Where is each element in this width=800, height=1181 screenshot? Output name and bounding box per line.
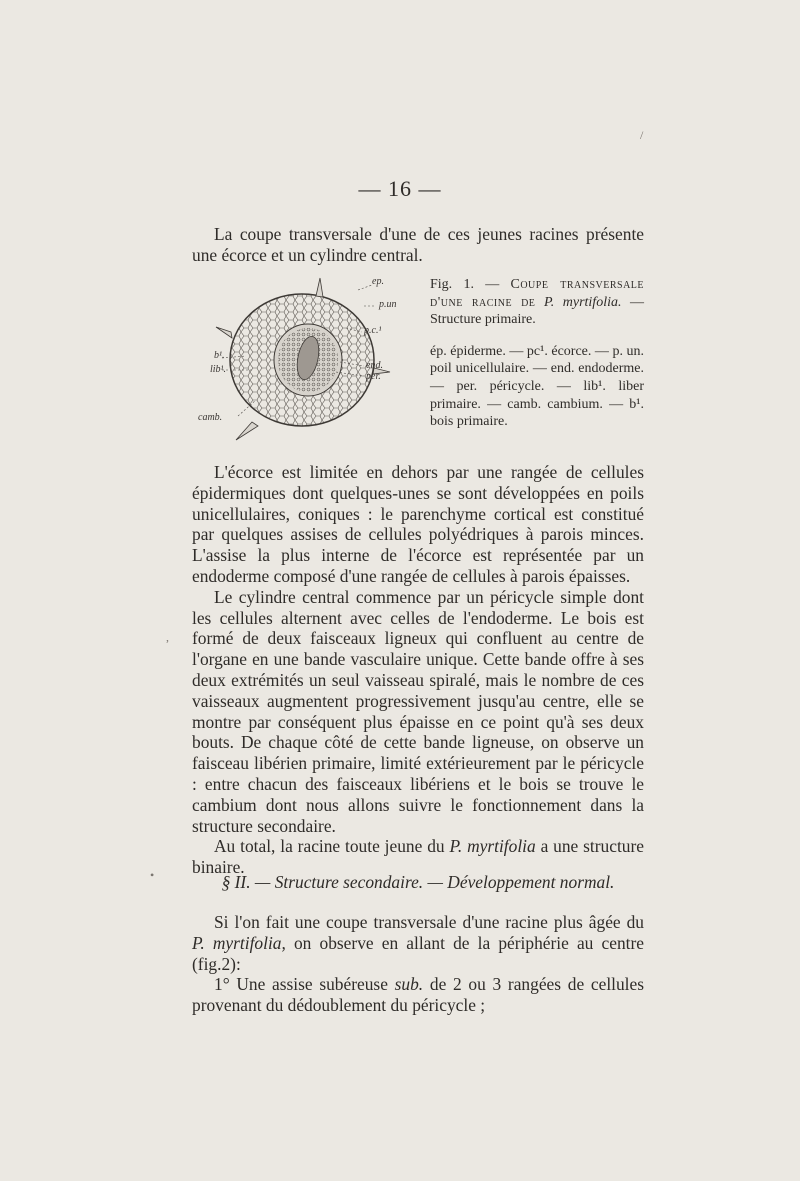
page-number: — 16 — bbox=[358, 176, 442, 201]
section-heading: § II. — Structure secondaire. — Développement normal. bbox=[221, 872, 615, 892]
conclusion-species: P. myrtifolia bbox=[449, 836, 536, 857]
label-camb: camb. bbox=[198, 412, 223, 423]
paragraph-assise bbox=[192, 974, 644, 1016]
label-end: end. bbox=[366, 360, 383, 371]
label-pc: p.c.¹ bbox=[364, 325, 382, 336]
assise-text-2: de 2 ou 3 rangées de cellules provenant du dédoublement du péricycle ; bbox=[192, 974, 644, 1016]
caption-legend: ép. épiderme. — pc¹. écorce. — p. un. poil unicellulaire. — end. endoderme. — per. péricycle. — lib¹. liber primaire. — camb. cambium. — b¹. bois primaire. bbox=[430, 343, 644, 430]
closing-species: P. myrtifolia, bbox=[192, 932, 286, 953]
conclusion-text-2: a une structure binaire. bbox=[192, 836, 644, 878]
closing-paragraphs bbox=[192, 912, 644, 1016]
label-per: per. bbox=[366, 371, 381, 382]
paragraph-cylindre: Le cylindre central commence par un péricycle simple dont les cellules alternent avec celles de l'endoderme. Le bois est formé de deux faisceaux ligneux qui confluent au centre de l'organe en une bande vasculaire unique. Cette bande offre à ses deux extrémités un seul vaisseau spiralé, mais le nombre de ces vaisseaux augmentent progressivement jusqu'au centre, elle se montre par conséquent plus épaisse en ce point qu'à ses deux bouts. De chaque côté de cette bande ligneuse, on observe un faisceau libérien primaire, limité extérieurement par le péricycle : entre chacun des faisceaux libériens et le bois se trouve le cambium dont nous allons suivre le fonctionnement dans la structure secondaire. bbox=[192, 586, 644, 836]
intro-text: La coupe transversale d'une de ces jeunes racines présente une écorce et un cylindre central. bbox=[192, 224, 644, 265]
caption-species: P. myrtifolia. bbox=[543, 294, 622, 310]
figure-caption bbox=[430, 276, 644, 431]
body-paragraphs bbox=[192, 462, 644, 878]
margin-mark: , bbox=[166, 630, 169, 644]
closing-text-2: on observe en allant de la périphérie au centre (fig.2): bbox=[192, 932, 644, 974]
label-ep: ep. bbox=[372, 276, 384, 287]
assise-text-1: 1° Une assise subéreuse bbox=[214, 974, 388, 995]
label-lib: lib¹. bbox=[210, 364, 227, 375]
paragraph-transversale bbox=[192, 912, 644, 974]
intro-paragraph bbox=[192, 224, 644, 266]
caption-fig-number: Fig. 1. — bbox=[430, 277, 500, 292]
margin-mark: • bbox=[150, 868, 155, 882]
figure-root-cross-section bbox=[196, 272, 410, 452]
label-b: b¹. bbox=[214, 350, 225, 361]
label-pun: p.un bbox=[379, 299, 397, 310]
caption-subtitle: — Structure primaire. bbox=[430, 294, 645, 328]
root-hair bbox=[316, 278, 323, 297]
conclusion-text-1: Au total, la racine toute jeune du bbox=[214, 836, 445, 857]
margin-mark: / bbox=[640, 128, 644, 142]
caption-title: Coupe transversale d'une racine de bbox=[430, 277, 645, 310]
assise-abbr: sub. bbox=[394, 974, 424, 995]
paragraph-ecorce: L'écorce est limitée en dehors par une rangée de cellules épidermiques dont quelques-unes se sont développées en poils unicellulaires, coniques : le parenchyme cortical est constitué par quelques assises de cellules polyédriques à parois minces. L'assise la plus interne de l'écorce est représentée par un endoderme composé d'une rangée de cellules à parois épaisses. bbox=[192, 462, 644, 586]
closing-text-1: Si l'on fait une coupe transversale d'une racine plus âgée du bbox=[214, 912, 644, 932]
